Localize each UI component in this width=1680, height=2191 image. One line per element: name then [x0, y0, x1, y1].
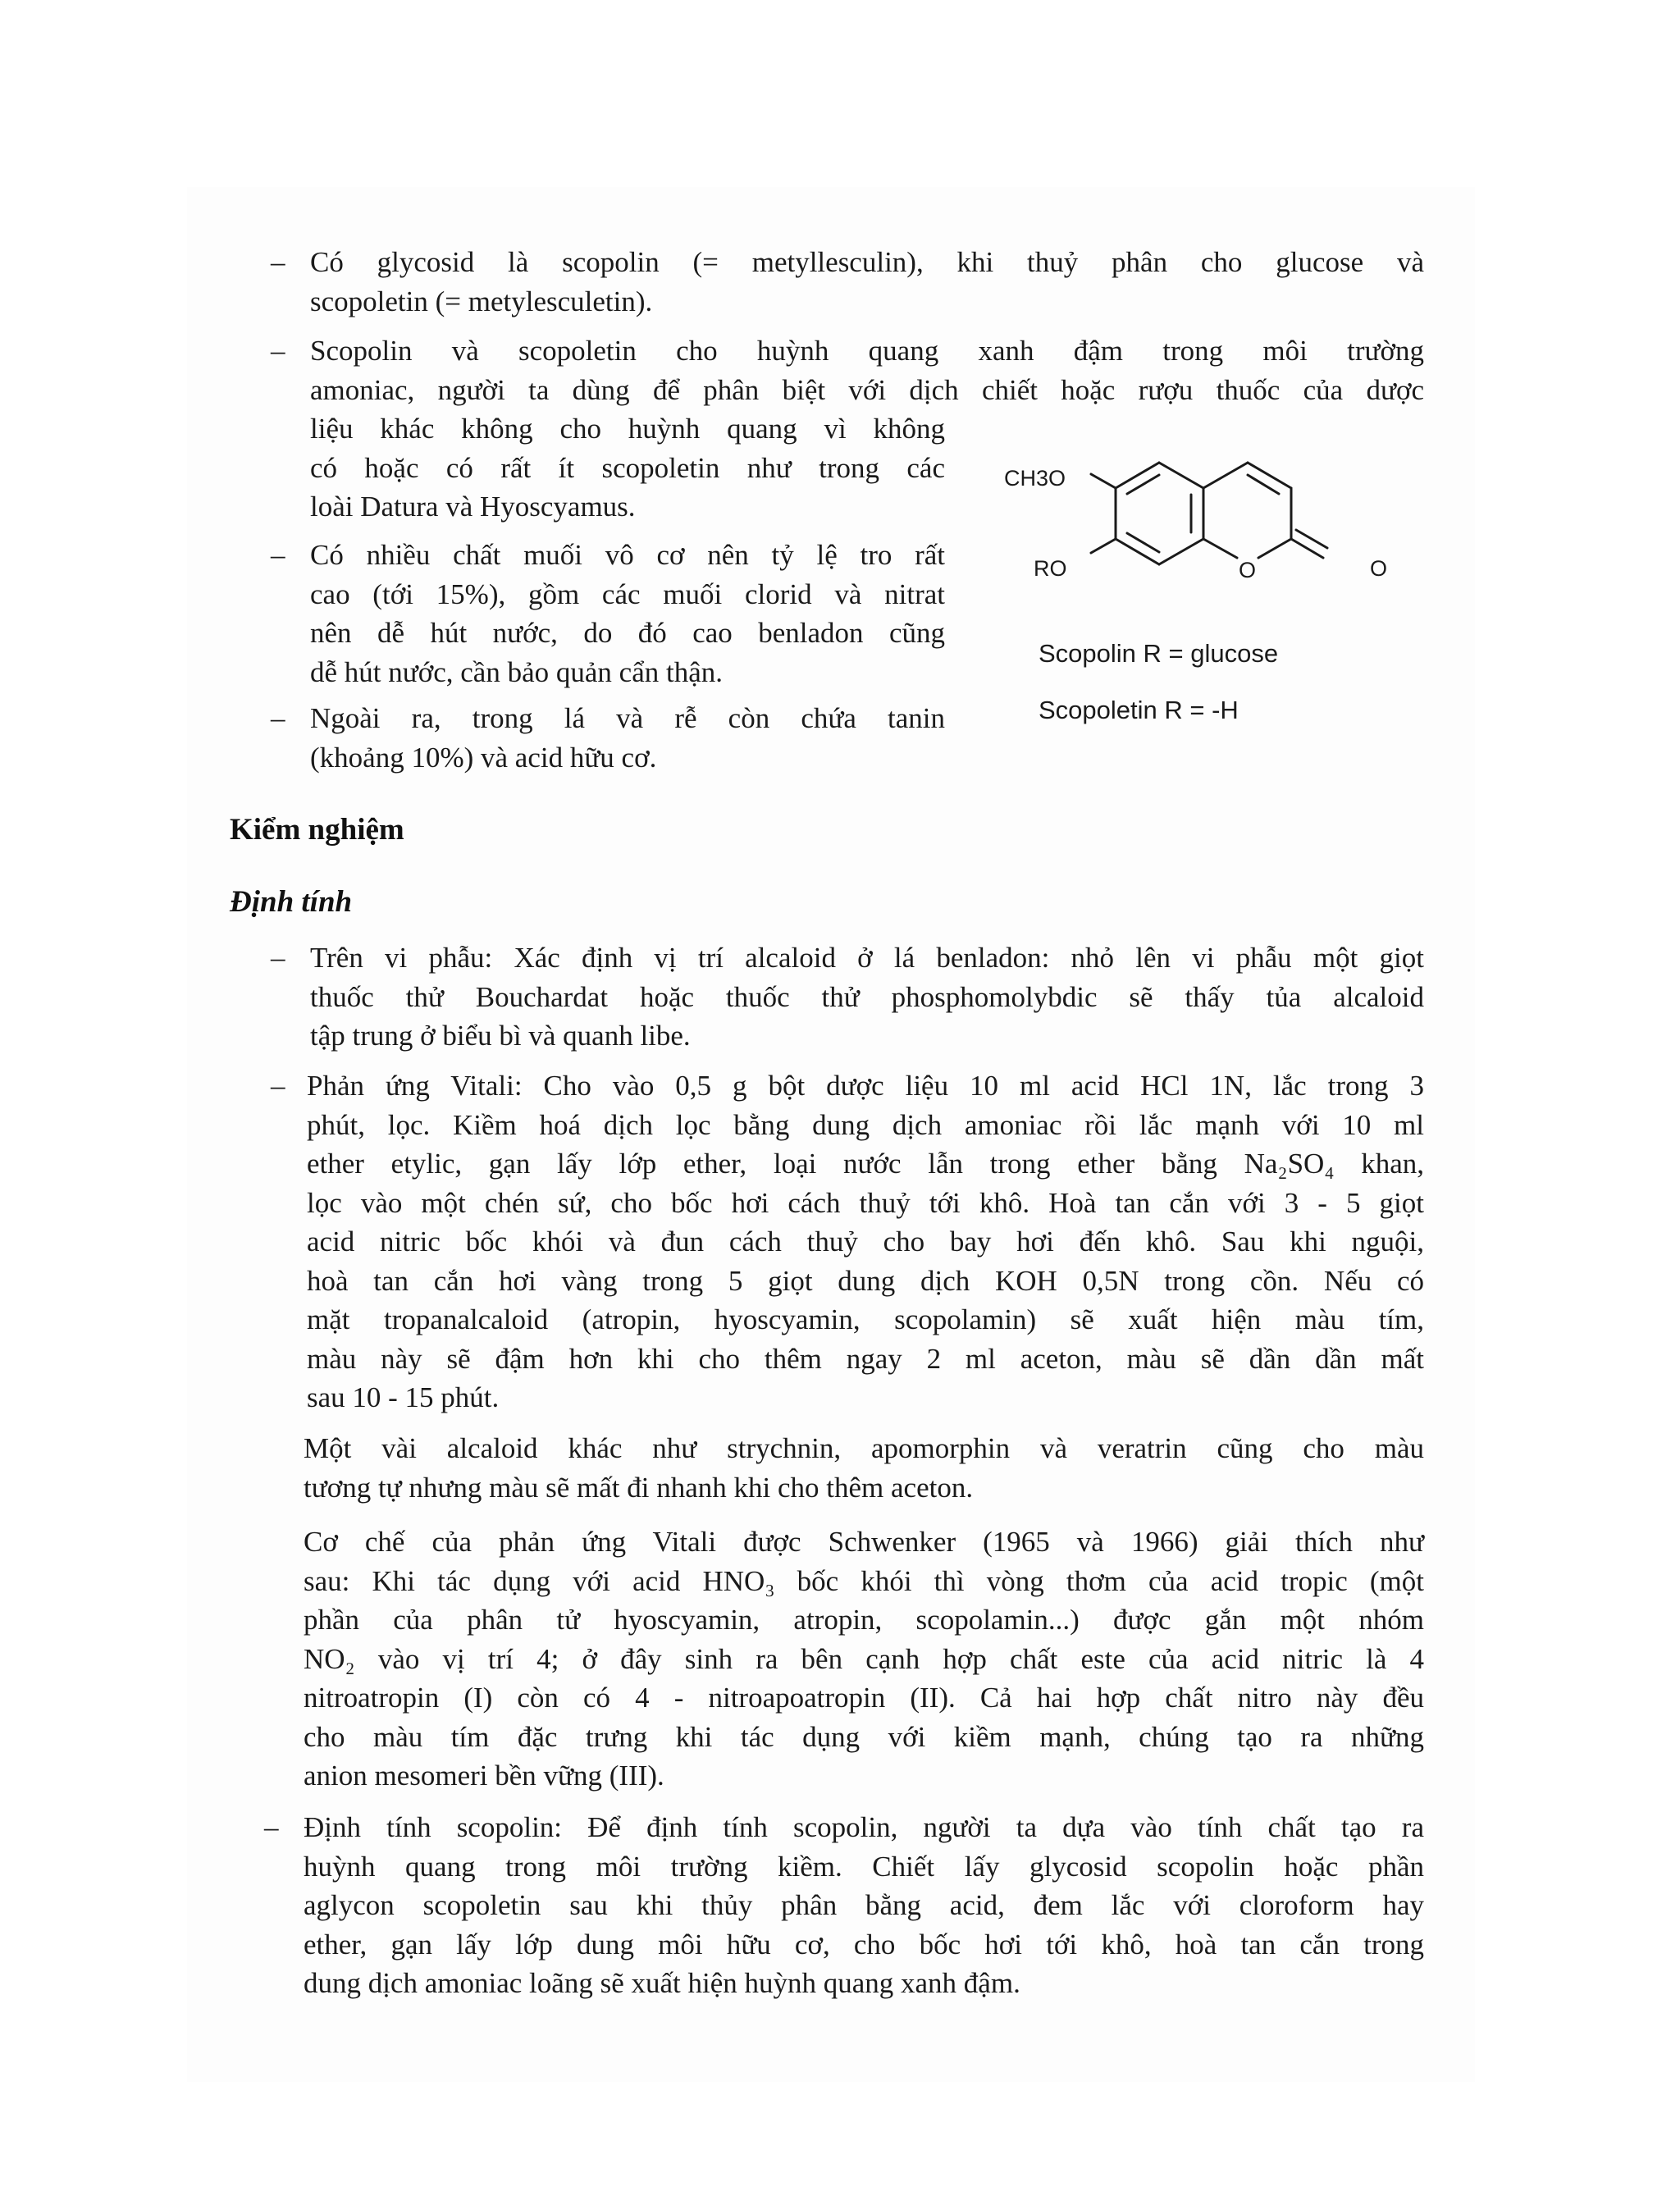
text-line: Một vài alcaloid khác như strychnin, apomorphin và veratrin cũng cho màu — [304, 1432, 1424, 1464]
text-line: Scopolin và scopoletin cho huỳnh quang xanh đậm trong môi trường — [310, 335, 1424, 367]
bullet-vitali-reaction — [307, 1066, 1424, 1417]
scopolin-structure-diagram — [999, 443, 1426, 607]
text-line: phần của phân tử hyoscyamin, atropin, scopolamin...) được gắn một nhóm — [304, 1604, 1424, 1636]
text-line: ether, gạn lấy lớp dung môi hữu cơ, cho bốc hơi tới khô, hoà tan cắn trong — [304, 1928, 1424, 1960]
text-line: thuốc thử Bouchardat hoặc thuốc thử phosphomolybdic sẽ thấy tủa alcaloid — [310, 980, 1424, 1013]
text-line: NO₂ vào vị trí 4; ở đây sinh ra bên cạnh hợp chất este của acid nitric là 4 — [304, 1642, 1424, 1675]
bullet-dash: – — [271, 1070, 285, 1102]
subsection-heading: Định tính — [230, 885, 353, 919]
text-line: sau 10 - 15 phút. — [307, 1381, 500, 1413]
bullet-glycosid-scopolin — [310, 243, 1424, 321]
text-line: anion mesomeri bền vững (III). — [304, 1760, 664, 1792]
bullet-dash: – — [271, 539, 285, 571]
ch3o-label: CH3O — [1004, 466, 1066, 491]
section-heading: Kiểm nghiệm — [230, 813, 404, 847]
text-line: ether etylic, gạn lấy lớp ether, loại nước lẫn trong ether bằng Na₂SO₄ khan, — [307, 1148, 1424, 1180]
text-line: scopoletin (= metylesculetin). — [310, 285, 653, 317]
text-line: cao (tới 15%), gồm các muối clorid và nitrat — [310, 577, 945, 610]
text-line: huỳnh quang trong môi trường kiềm. Chiết lấy glycosid scopolin hoặc phần — [304, 1850, 1424, 1883]
text-line: Có nhiều chất muối vô cơ nên tỷ lệ tro rất — [310, 539, 945, 571]
bullet-mineral-salts — [310, 536, 945, 692]
text-line: màu này sẽ đậm hơn khi cho thêm ngay 2 ml aceton, màu sẽ dần dần mất — [307, 1342, 1424, 1375]
text-line: tập trung ở biểu bì và quanh libe. — [310, 1020, 691, 1052]
text-line: dung dịch amoniac loãng sẽ xuất hiện huỳnh quang xanh đậm. — [304, 1967, 1020, 1999]
text-line: phút, lọc. Kiềm hoá dịch lọc bằng dung dịch amoniac rồi lắc mạnh với 10 ml — [307, 1108, 1424, 1141]
text-line: lọc vào một chén sứ, cho bốc hơi cách thuỷ tới khô. Hoà tan cắn với 3 - 5 giọt — [307, 1186, 1424, 1219]
text-line: Cơ chế của phản ứng Vitali được Schwenker (1965 và 1966) giải thích như — [304, 1526, 1424, 1558]
caption-scopolin: Scopolin R = glucose — [1039, 639, 1279, 668]
bullet-microsection — [310, 938, 1424, 1056]
bullet-dash: – — [264, 1811, 279, 1843]
paragraph-vitali-mechanism — [304, 1522, 1424, 1796]
text-line: Phản ứng Vitali: Cho vào 0,5 g bột dược liệu 10 ml acid HCl 1N, lắc trong 3 — [307, 1070, 1424, 1102]
bullet-dash: – — [271, 942, 285, 974]
text-line: acid nitric bốc khói và đun cách thuỷ cho bay hơi đến khô. Sau khi nguội, — [307, 1226, 1424, 1258]
bullet-dash: – — [271, 702, 285, 734]
bullet-tannin — [310, 699, 945, 777]
bullet-dash: – — [271, 335, 285, 367]
text-line: sau: Khi tác dụng với acid HNO₃ bốc khói thì vòng thơm của acid tropic (một — [304, 1564, 1424, 1597]
text-line: (khoảng 10%) và acid hữu cơ. — [310, 741, 657, 774]
text-line: mặt tropanalcaloid (atropin, hyoscyamin, scopolamin) sẽ xuất hiện màu tím, — [307, 1303, 1424, 1335]
bullet-dash: – — [271, 246, 285, 278]
ring-oxygen-label: O — [1239, 558, 1257, 582]
text-line: amoniac, người ta dùng để phân biệt với dịch chiết hoặc rượu thuốc của dược — [310, 373, 1424, 406]
text-line: Trên vi phẫu: Xác định vị trí alcaloid ở lá benladon: nhỏ lên vi phẫu một giọt — [310, 942, 1424, 974]
caption-scopoletin: Scopoletin R = -H — [1039, 696, 1239, 724]
text-line: nitroatropin (I) còn có 4 - nitroapoatropin (II). Cả hai hợp chất nitro này đều — [304, 1682, 1424, 1714]
text-line: Có glycosid là scopolin (= metyllesculin), khi thuỷ phân cho glucose và — [310, 246, 1424, 278]
text-line: hoà tan cắn hơi vàng trong 5 giọt dung dịch KOH 0,5N trong cồn. Nếu có — [307, 1264, 1424, 1297]
paragraph-other-alkaloids — [304, 1429, 1424, 1507]
text-line: Định tính scopolin: Để định tính scopolin, người ta dựa vào tính chất tạo ra — [304, 1811, 1424, 1843]
bullet-scopolin-test — [304, 1808, 1424, 2003]
text-line: có hoặc có rất ít scopoletin như trong các — [310, 451, 945, 484]
text-line: aglycon scopoletin sau khi thủy phân bằng acid, đem lắc với cloroform hay — [304, 1889, 1424, 1921]
text-line: liệu khác không cho huỳnh quang vì không — [310, 413, 945, 445]
ro-label: RO — [1034, 556, 1067, 581]
text-line: cho màu tím đặc trưng khi tác dụng với kiềm mạnh, chúng tạo ra những — [304, 1720, 1424, 1753]
carbonyl-oxygen-label: O — [1370, 556, 1388, 581]
text-line: dễ hút nước, cần bảo quản cẩn thận. — [310, 655, 723, 688]
text-line: loài Datura và Hyoscyamus. — [310, 491, 636, 523]
text-line: nên dễ hút nước, do đó cao benladon cũng — [310, 617, 945, 649]
text-line: Ngoài ra, trong lá và rễ còn chứa tanin — [310, 702, 945, 734]
text-line: tương tự nhưng màu sẽ mất đi nhanh khi cho thêm aceton. — [304, 1471, 974, 1504]
